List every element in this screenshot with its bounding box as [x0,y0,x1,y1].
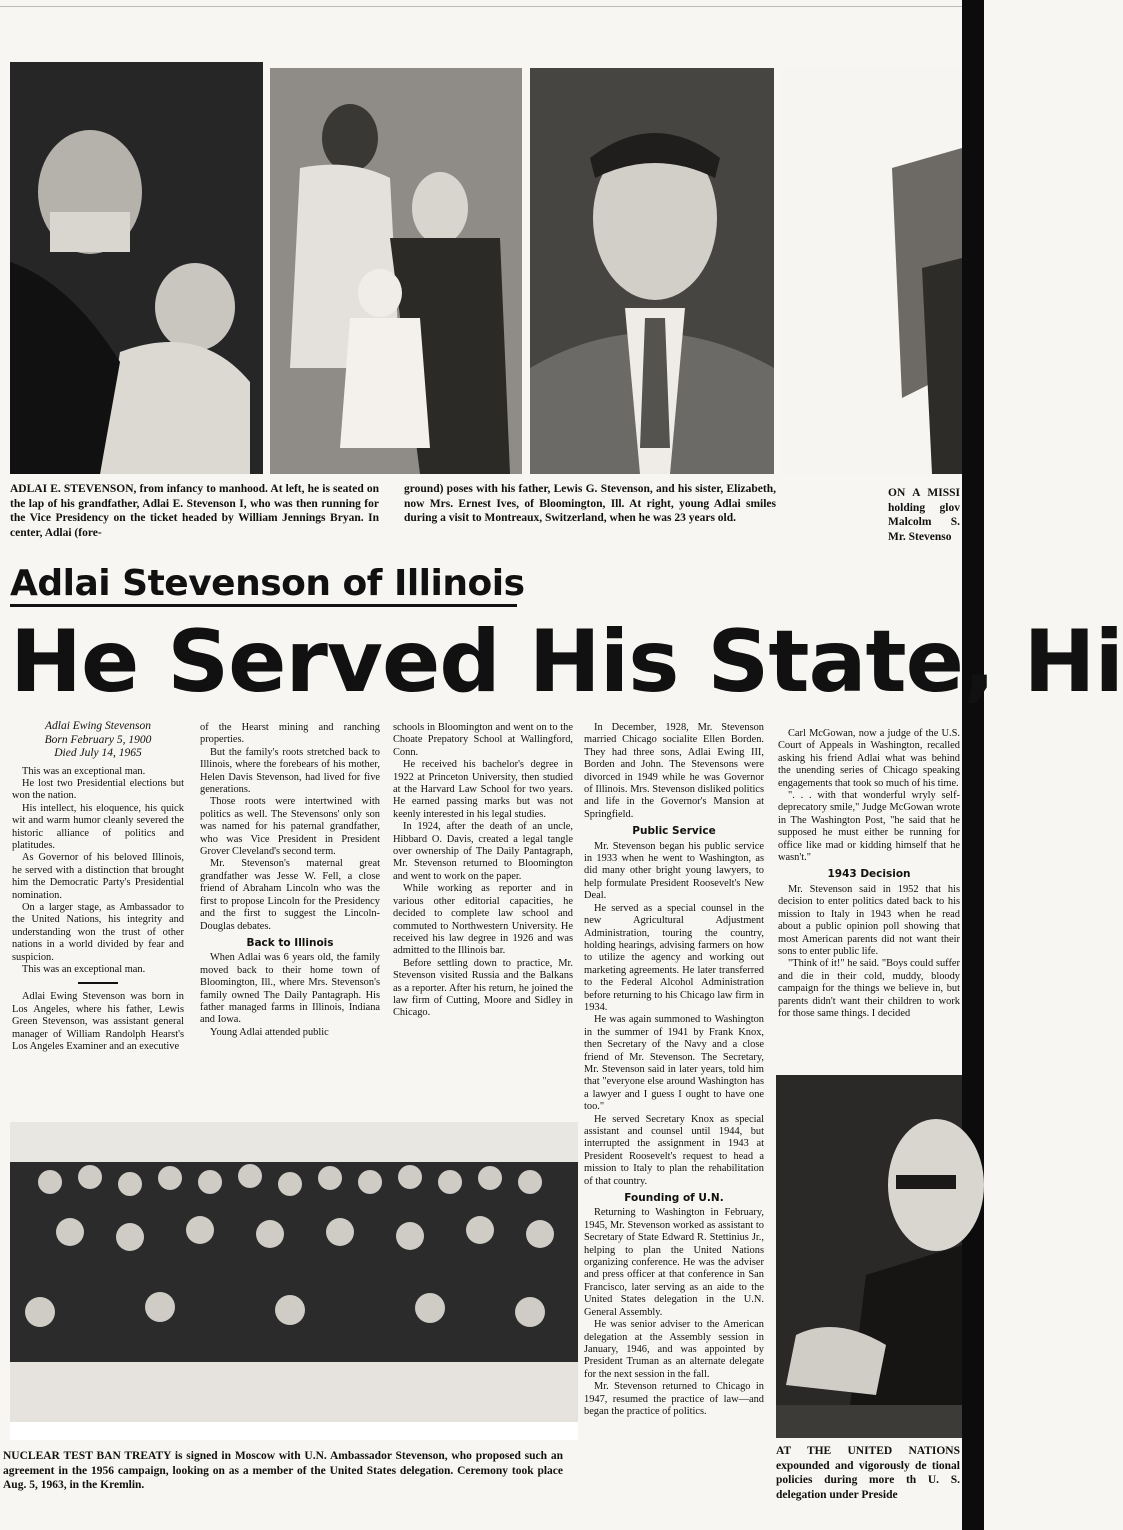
paragraph: Returning to Washington in February, 1945, Mr. Stevenson worked as assistant to Secretary of State Edward R. Stettinius Jr., helping to plan the United Nations organizing conference. He was the adviser and press officer at that conference in San Francisco, later serving as an aide to the United States delegation in the U.N. General Assembly. [584,1207,764,1318]
paragraph: His intellect, his eloquence, his quick wit and warm humor cleanly severed the historic alliance of politics and platitudes. [12,802,184,851]
caption-test-ban-treaty: NUCLEAR TEST BAN TREATY is signed in Moscow with U.N. Ambassador Stevenson, who proposed such an agreement in the 1956 campaign, looking on as a member of the United States delegation. Ceremony took place Aug. 5, 1963, in the Kremlin. [3,1450,563,1491]
photo-stevenson-at-un [776,1075,962,1438]
subhead-public-service: Public Service [632,825,716,838]
byline-died: Died July 14, 1965 [54,747,142,759]
paragraph: Those roots were intertwined with politics as well. The Stevensons' only son was named for his paternal grandfather, who was Vice President in President Grover Cleveland's second term. [200,796,380,858]
paragraph: He served as a special counsel in the new Agricultural Adjustment Administration, touring the country, holding hearings, advising farmers on how to utilize the agency and working out marketing agreements. He later transferred to the Federal Alcohol Administration before returning to his Chicago law firm in 1934. [584,902,764,1013]
byline [12,720,184,761]
paragraph: He received his bachelor's degree in 1922 at Princeton University, then studied at the Harvard Law School for two years. He earned passing marks but was not keenly interested in his legal studies. [393,759,573,820]
byline-born: Born February 5, 1900 [44,733,152,746]
paragraph: ". . . with that wonderful wryly self-deprecatory smile," Judge McGowan wrote in The Washington Post, "he said that he supposed he must either be running for office like mad or kidding himself that he wasn't." [778,790,960,864]
paragraph: He was senior adviser to the American delegation at the Assembly session in January, 1946, and was appointed by President Truman as an alternate delegate for the next session in the fall. [584,1319,764,1380]
page-edge-shadow [962,0,984,1530]
paragraph: On a larger stage, as Ambassador to the United Nations, his integrity and understanding won the trust of other nations in a world divided by fear and suspicion. [12,901,184,963]
paragraph: of the Hearst mining and ranching properties. [200,722,380,746]
photo-mission-partial [782,68,962,474]
paragraph: Mr. Stevenson began his public service in 1933 when he went to Washington, as did many other bright young lawyers, to help formulate President Roosevelt's New Deal. [584,840,764,902]
caption-right-partial: ON A MISSI holding glov Malcolm S. Mr. Stevenso [888,487,960,543]
caption-united-nations-partial: AT THE UNITED NATIONS expounded and vigorously de tional policies during more th U. S. delegation under Preside [776,1445,960,1501]
article-column-1 [12,720,184,1053]
caption-left: ADLAI E. STEVENSON, from infancy to manhood. At left, he is seated on the lap of his grandfather, Adlai E. Stevenson I, who was then running for the Vice Presidency on the ticket headed by William Jennings Bryan. In center, Adlai (fore- [10,483,379,539]
paragraph: Carl McGowan, now a judge of the U.S. Court of Appeals in Washington, recalled asking his friend Adlai what was behind the unending series of Chicago speaking engagements that took so much of his time. [778,728,960,789]
article-column-3 [393,722,573,1020]
paragraph: As Governor of his beloved Illinois, he served with a distinction that brought him the Democratic Party's Presidential nomination. [12,852,184,901]
kicker-title: Adlai Stevenson of Illinois [10,563,525,604]
headline: He Served His State, Hi [10,612,1123,712]
paragraph: "Think of it!" he said. "Boys could suffer and die in their cold, muddy, bloody campaign for the things we believe in, but parents didn't want their children to work for those same things. I decided [778,958,960,1019]
byline-name: Adlai Ewing Stevenson [44,720,152,732]
paragraph: Mr. Stevenson said in 1952 that his decision to enter politics dated back to his mission to Italy in 1943 when he read about a public opinion poll showing that most American parents did not want their sons to enter public life. [778,883,960,957]
subhead-back-to-illinois: Back to Illinois [246,936,334,949]
subhead-founding-of-un: Founding of U.N. [624,1192,724,1205]
paragraph: This was an exceptional man. [22,765,146,777]
paragraph: Young Adlai attended public [210,1026,329,1038]
photo-test-ban-treaty-signing [10,1122,578,1440]
paragraph: In December, 1928, Mr. Stevenson married Chicago socialite Ellen Borden. They had three sons, Adlai Ewing III, Borden and John. The Stevensons were divorced in 1949 while he was Governor of Illinois. Mrs. Stevenson disliked politics and life in the Governor's Mansion at Springfield. [584,722,764,820]
paragraph: In 1924, after the death of an uncle, Hibbard O. Davis, created a legal tangle over ownership of The Daily Pantagraph, Mr. Stevenson returned to Bloomington and went to work on the paper. [393,821,573,882]
paragraph: schools in Bloomington and went on to the Choate Prepatory School at Wallingford, Conn. [393,722,573,758]
kicker-underline [10,604,517,607]
paragraph: He lost two Presidential elections but won the nation. [12,777,184,802]
paragraph: Mr. Stevenson returned to Chicago in 1947, resumed the practice of law—and began the practice of politics. [584,1381,764,1417]
caption-middle: ground) poses with his father, Lewis G. Stevenson, and his sister, Elizabeth, now Mrs. Ernest Ives, of Bloomington, Ill. At right, young Adlai smiles during a visit to Montreaux, Switzerland, when he was 23 years old. [404,483,776,524]
paragraph: While working as reporter and in various other editorial capacities, he decided to complete law school and commuted to Northwestern University. He received his law degree in 1926 and was admitted to the Illinois bar. [393,883,573,957]
paragraph: This was an exceptional man. [22,964,146,975]
article-column-2 [200,722,380,1039]
article-column-4 [584,722,764,1418]
photo-young-adlai [530,68,774,474]
paragraph: Mr. Stevenson's maternal great grandfather was Jesse W. Fell, a close friend of Abraham Lincoln who was the first to propose Lincoln for the Presidency and the first to suggest the Lincoln-Douglas debates. [200,858,380,932]
subhead-1943-decision: 1943 Decision [827,868,911,881]
article-column-5 [778,728,960,1020]
paragraph: He served Secretary Knox as special assistant and counsel until 1944, but interrupted the assignment in 1943 at President Roosevelt's request to head a mission to Italy to plan the rehabilitation of that country. [584,1113,764,1187]
paragraph: When Adlai was 6 years old, the family moved back to their home town of Bloomington, Ill., where Mrs. Stevenson's family owned The Daily Pantagraph. His father managed farms in Illinois, Indiana and Iowa. [200,952,380,1026]
top-border-rule [0,6,962,7]
photo-father-children [270,68,522,474]
paragraph: He was again summoned to Washington in the summer of 1941 by Frank Knox, then Secretary of the Navy and a close friend of Mr. Stevenson. The Secretary, Mr. Stevenson said in later years, told him that "everyone else around Washington has a lawyer and I guess I ought to have one too." [584,1014,764,1113]
paragraph: Adlai Ewing Stevenson was born in Los Angeles, where his father, Lewis Green Stevenson, was assistant general manager of William Randolph Hearst's Los Angeles Examiner and an executive [12,991,184,1053]
paragraph: Before settling down to practice, Mr. Stevenson visited Russia and the Balkans as a reporter. After his return, he joined the law firm of Cutting, Moore and Sidley in Chicago. [393,957,573,1019]
paragraph: But the family's roots stretched back to Illinois, where the forebears of his mother, Helen Davis Stevenson, had lived for five generations. [200,746,380,796]
photo-grandfather-infant [10,62,263,474]
section-divider [78,982,118,984]
